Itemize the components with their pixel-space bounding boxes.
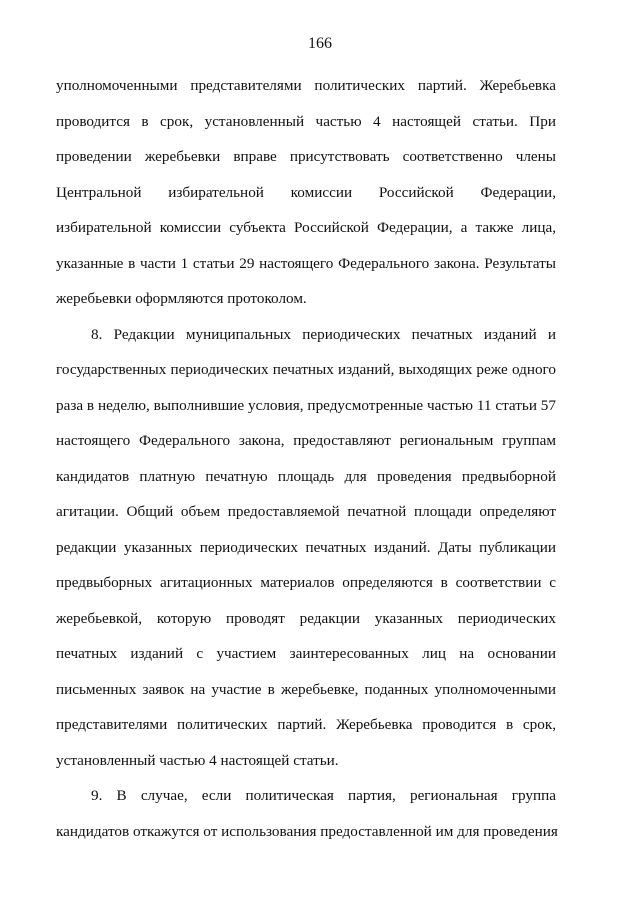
text-line: письменных заявок на участие в жеребьевке, поданных уполномоченными	[56, 680, 556, 698]
text-line: жеребьевки оформляются протоколом.	[56, 290, 307, 307]
text-line: агитации. Общий объем предоставляемой печатной площади определяют	[56, 503, 556, 520]
document-body	[56, 68, 556, 849]
text-line: установленный частью 4 настоящей статьи.	[56, 751, 339, 769]
text-line: предвыборных агитационных материалов определяются в соответствии с	[56, 574, 556, 591]
text-line: настоящего Федерального закона, предоставляют региональным группам	[56, 432, 556, 449]
text-line: указанные в части 1 статьи 29 настоящего Федерального закона. Результаты	[56, 254, 556, 272]
text-line: кандидатов откажутся от использования предоставленной им для проведения	[56, 822, 558, 840]
text-line: проводится в срок, установленный частью 4 настоящей статьи. При	[56, 112, 556, 130]
text-line: Центральной избирательной комиссии Российской Федерации,	[56, 183, 556, 201]
text-line: кандидатов платную печатную площадь для проведения предвыборной	[56, 467, 556, 485]
page-number: 166	[308, 35, 332, 52]
paragraph-9-start: 9. В случае, если политическая партия, региональная группа	[91, 787, 556, 804]
text-line: редакции указанных периодических печатных изданий. Даты публикации	[56, 538, 556, 556]
text-line: раза в неделю, выполнившие условия, предусмотренные частью 11 статьи 57	[56, 396, 556, 414]
text-line: печатных изданий с участием заинтересованных лиц на основании	[56, 645, 556, 662]
text-line: уполномоченными представителями политических партий. Жеребьевка	[56, 77, 556, 94]
text-line: избирательной комиссии субъекта Российской Федерации, а также лица,	[56, 219, 556, 236]
text-line: государственных периодических печатных изданий, выходящих реже одного	[56, 361, 556, 378]
text-line: представителями политических партий. Жеребьевка проводится в срок,	[56, 716, 556, 733]
text-line: проведении жеребьевки вправе присутствовать соответственно члены	[56, 148, 556, 165]
text-line: жеребьевкой, которую проводят редакции указанных периодических	[56, 609, 556, 627]
paragraph-8-start: 8. Редакции муниципальных периодических печатных изданий и	[91, 325, 556, 343]
